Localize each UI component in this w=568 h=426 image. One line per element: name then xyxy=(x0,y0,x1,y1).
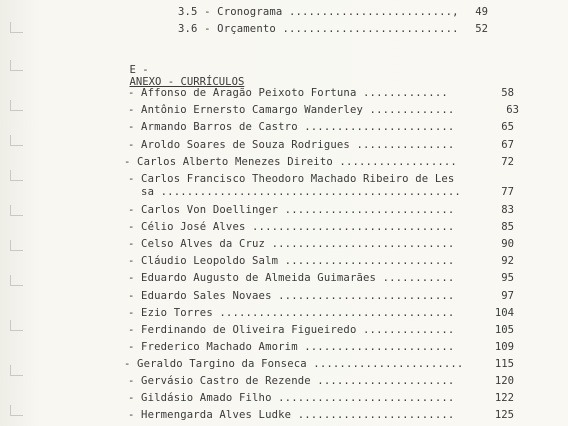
toc-page-orcamento: 52 xyxy=(475,23,488,35)
section-letter: E - xyxy=(129,64,149,76)
toc-entry-page: 120 xyxy=(494,375,514,387)
toc-entry-page: 97 xyxy=(501,290,514,302)
toc-entry: - Armando Barros de Castro ....................... xyxy=(128,121,455,133)
toc-entry: - Carlos Francisco Theodoro Machado Ribeiro de Les xyxy=(128,173,455,185)
toc-page-cronograma: 49 xyxy=(475,6,488,18)
toc-entry: sa .............................................. xyxy=(128,186,461,198)
toc-line-orcamento: 3.6 - Orçamento ........................... xyxy=(178,23,459,35)
toc-entry: - Aroldo Soares de Souza Rodrigues ............... xyxy=(128,139,455,151)
toc-entry: - Ferdinando de Oliveira Figueiredo .............. xyxy=(128,324,455,336)
toc-entry-page: 90 xyxy=(501,238,514,250)
margin-mark xyxy=(10,365,23,376)
toc-entry: - Antônio Ernersto Camargo Wanderley ............. xyxy=(128,104,455,116)
toc-entry: - Eduardo Augusto de Almeida Guimarães ........... xyxy=(128,272,455,284)
margin-mark xyxy=(10,170,23,181)
margin-mark xyxy=(10,240,23,251)
toc-entry-page: 72 xyxy=(501,156,514,168)
toc-entry: - Ezio Torres .................................... xyxy=(128,307,455,319)
section-title: ANEXO - CURRÍCULOS xyxy=(129,76,245,88)
toc-entry: - Gervásio Castro de Rezende ..................... xyxy=(128,375,455,387)
toc-entry-page: 77 xyxy=(501,186,514,198)
margin-mark xyxy=(10,275,23,286)
margin-mark xyxy=(10,320,23,331)
toc-entry-page: 92 xyxy=(501,255,514,267)
toc-entry: - Affonso de Aragão Peixoto Fortuna ............. xyxy=(128,87,448,99)
toc-entry: - Frederico Machado Amorim ....................... xyxy=(128,341,455,353)
toc-entry-page: 58 xyxy=(501,87,514,99)
toc-entry-page: 85 xyxy=(501,221,514,233)
toc-entry: - Célio José Alves ............................... xyxy=(128,221,455,233)
toc-entry: - Carlos Alberto Menezes Direito .................. xyxy=(124,156,457,168)
toc-entry-page: 65 xyxy=(501,121,514,133)
toc-entry: - Celso Alves da Cruz ............................ xyxy=(128,238,455,250)
toc-entry: - Cláudio Leopoldo Salm .......................... xyxy=(128,255,455,267)
toc-entry: - Hermengarda Alves Ludke ........................ xyxy=(128,409,455,421)
toc-entry-page: 122 xyxy=(494,392,514,404)
toc-line-cronograma: 3.5 - Cronograma ........................., xyxy=(178,6,459,18)
margin-mark xyxy=(10,22,23,33)
margin-mark xyxy=(10,100,23,111)
toc-entry-page: 67 xyxy=(501,139,514,151)
toc-entry: - Gildásio Amado Filho ........................... xyxy=(128,392,455,404)
toc-entry-page: 95 xyxy=(501,272,514,284)
toc-entry-page: 63 xyxy=(506,104,519,116)
margin-mark xyxy=(10,60,23,71)
toc-entry: - Geraldo Targino da Fonseca ....................... xyxy=(124,358,464,370)
toc-entry-page: 125 xyxy=(494,409,514,421)
toc-entry: - Eduardo Sales Novaes ........................... xyxy=(128,290,455,302)
margin-mark xyxy=(10,405,23,416)
toc-entry-page: 104 xyxy=(494,307,514,319)
toc-entry: - Carlos Von Doellinger .......................... xyxy=(128,204,455,216)
margin-mark xyxy=(10,135,23,146)
margin-mark xyxy=(10,205,23,216)
toc-entry-page: 109 xyxy=(494,341,514,353)
toc-entry-page: 105 xyxy=(494,324,514,336)
toc-entry-page: 115 xyxy=(494,358,514,370)
toc-entry-page: 83 xyxy=(501,204,514,216)
